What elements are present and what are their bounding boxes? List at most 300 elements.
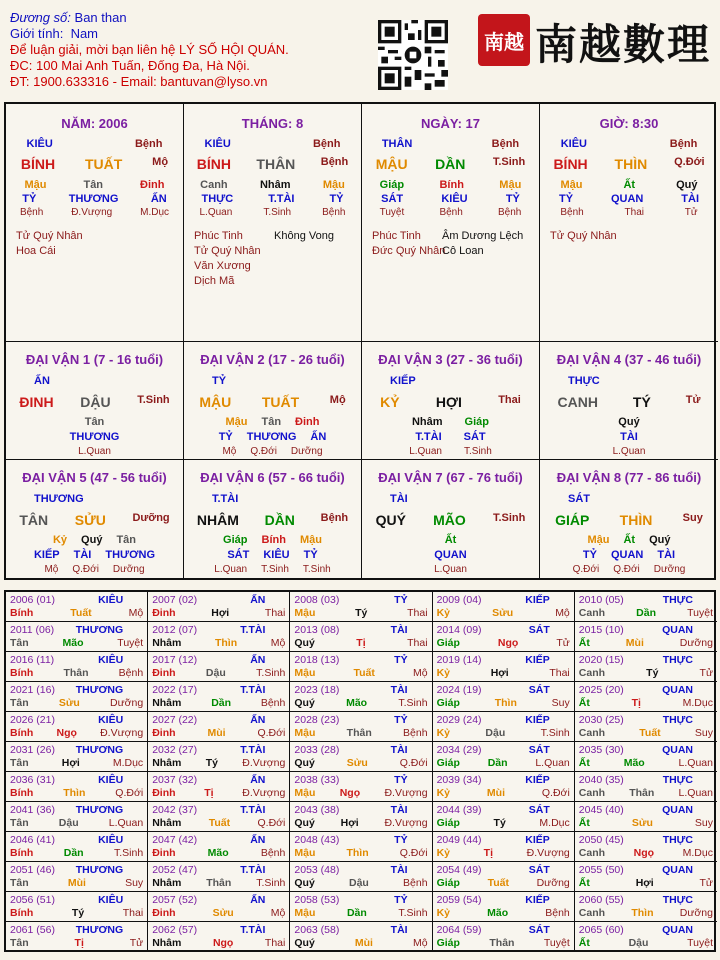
- dai-van-title: ĐẠI VẬN 3 (27 - 36 tuổi): [378, 352, 523, 367]
- year-bottom-row: [148, 907, 289, 920]
- hidden-item: T.TÀI: [415, 431, 442, 443]
- year-stage: M.Dục: [112, 757, 144, 769]
- year-cell: [148, 592, 290, 622]
- year-bottom-row: [433, 817, 574, 830]
- year-top-row: [575, 624, 717, 637]
- year-bottom-row: [575, 607, 717, 620]
- year-cell: [290, 622, 432, 652]
- year-stem: Quý: [294, 937, 315, 949]
- hidden-row: [184, 549, 361, 561]
- hidden-row: [540, 564, 718, 575]
- year-top-row: [6, 714, 147, 727]
- stage: Mộ: [329, 394, 346, 406]
- hidden-row: [184, 564, 361, 575]
- year-stage: T.Sinh: [256, 667, 286, 679]
- year-cell: [575, 622, 717, 652]
- year-cell: [6, 922, 148, 952]
- dai-van-main-row: [540, 394, 718, 410]
- year-bottom-row: [6, 637, 147, 650]
- year-top-row: [6, 774, 147, 787]
- year-bottom-row: [6, 757, 147, 770]
- year-top-row: [290, 864, 431, 877]
- year-stem: Bính: [10, 907, 34, 919]
- year-god: TÀI: [390, 804, 408, 816]
- year-top-row: [6, 594, 147, 607]
- hidden-item: Bính: [261, 534, 286, 546]
- year-top-row: [575, 834, 717, 847]
- year-cell: [575, 922, 717, 952]
- year-label: 2034 (29): [436, 744, 482, 756]
- pillar-title: NGÀY: 17: [421, 116, 480, 131]
- year-bottom-row: [575, 847, 717, 860]
- year-branch: Dần: [63, 847, 84, 859]
- hidden-item: Tân: [261, 416, 282, 428]
- pillar-cell: [540, 104, 718, 342]
- year-stage: Dưỡng: [679, 907, 713, 919]
- year-bottom-row: [575, 697, 717, 710]
- earthly-branch: TUẤT: [261, 394, 300, 410]
- year-stage: Bệnh: [260, 697, 286, 709]
- year-top-row: [148, 924, 289, 937]
- year-stage: L.Quan: [535, 757, 570, 769]
- year-stage: Đ.Vượng: [384, 787, 428, 799]
- contact-line: Để luận giải, mời bạn liên hệ LÝ SỐ HỘI QUÁN.: [10, 42, 289, 57]
- year-stem: Tân: [10, 817, 29, 829]
- year-stem: Quý: [294, 757, 315, 769]
- year-cell: [290, 712, 432, 742]
- year-cell: [6, 742, 148, 772]
- year-label: 2010 (05): [578, 594, 624, 606]
- year-god: SÁT: [528, 864, 550, 876]
- year-stage: Q.Đới: [541, 787, 570, 799]
- star-note: Phúc Tinh: [372, 230, 421, 242]
- hidden-row: [540, 431, 718, 443]
- year-stage: Đ.Vượng: [242, 787, 286, 799]
- year-stage: Bệnh: [403, 727, 428, 739]
- year-stem: Kỷ: [436, 847, 451, 859]
- gender-label: Giới tính:: [10, 26, 64, 41]
- year-stage: T.Sinh: [540, 727, 570, 739]
- year-cell: [575, 682, 717, 712]
- year-god: T.TÀI: [240, 624, 266, 636]
- year-stem: Giáp: [436, 877, 460, 889]
- year-cell: [290, 922, 432, 952]
- year-branch: Ngọ: [339, 787, 361, 799]
- year-cell: [6, 802, 148, 832]
- hidden-item: Mộ: [44, 564, 59, 575]
- year-label: 2051 (46): [10, 864, 55, 876]
- year-god: T.TÀI: [240, 744, 266, 756]
- year-top-row: [148, 774, 289, 787]
- stem-god: TÀI: [390, 493, 408, 505]
- hidden-item: TỶ: [558, 193, 574, 205]
- stem-god: ẤN: [34, 375, 50, 387]
- hidden-item: T.Sinh: [263, 207, 292, 218]
- year-label: 2029 (24): [436, 714, 482, 726]
- year-branch: Mão: [207, 847, 229, 859]
- year-cell: [290, 592, 432, 622]
- year-god: TÀI: [390, 684, 408, 696]
- year-bottom-row: [290, 907, 431, 920]
- year-bottom-row: [148, 637, 289, 650]
- year-god: QUAN: [662, 684, 693, 696]
- year-stem: Bính: [10, 607, 34, 619]
- year-label: 2059 (54): [436, 894, 482, 906]
- earthly-branch: TÝ: [632, 394, 651, 410]
- year-stage: Mộ: [412, 937, 428, 949]
- year-stem: Tân: [10, 877, 29, 889]
- year-stem: Canh: [578, 607, 606, 619]
- year-top-row: [148, 894, 289, 907]
- year-branch: Tuất: [353, 667, 375, 679]
- hidden-item: Đ.Vượng: [71, 207, 113, 218]
- hidden-row: [6, 446, 183, 457]
- hidden-row: [362, 534, 539, 546]
- year-god: KIẾP: [525, 774, 550, 786]
- stage: T.Sinh: [137, 394, 170, 406]
- year-god: KIẾP: [525, 834, 550, 846]
- year-bottom-row: [433, 637, 574, 650]
- year-stage: Tuyệt: [543, 937, 570, 949]
- hidden-item: Ất: [623, 179, 636, 191]
- dai-van-cell: [362, 342, 540, 460]
- stage: Bệnh: [491, 138, 520, 150]
- pillar-cell: [184, 104, 362, 342]
- year-stem: Quý: [294, 877, 315, 889]
- hidden-item: TÀI: [657, 549, 676, 561]
- year-stem: Bính: [10, 787, 34, 799]
- pillar-main-row: [540, 156, 718, 172]
- hidden-item: TÀI: [620, 431, 638, 443]
- year-cell: [575, 892, 717, 922]
- pillar-cell: [6, 104, 184, 342]
- year-top-row: [575, 804, 717, 817]
- year-label: 2012 (07): [152, 624, 198, 636]
- year-label: 2019 (14): [436, 654, 482, 666]
- star-note: Dịch Mã: [194, 275, 235, 287]
- year-label: 2009 (04): [436, 594, 482, 606]
- year-cell: [6, 682, 148, 712]
- year-top-row: [290, 684, 431, 697]
- hidden-item: ẤN: [310, 431, 327, 443]
- year-branch: Dần: [487, 757, 508, 769]
- year-bottom-row: [575, 757, 717, 770]
- hidden-row: [540, 207, 718, 218]
- year-stem: Quý: [294, 817, 315, 829]
- year-branch: Tị: [631, 697, 641, 709]
- year-bottom-row: [433, 727, 574, 740]
- stem-god: KIÊU: [26, 138, 53, 150]
- year-stem: Nhâm: [152, 937, 182, 949]
- year-label: 2058 (53): [294, 894, 340, 906]
- year-branch: Sửu: [58, 697, 80, 709]
- year-stage: Suy: [694, 817, 713, 829]
- year-cell: [6, 622, 148, 652]
- year-label: 2065 (60): [578, 924, 624, 936]
- year-branch: Thân: [489, 937, 515, 949]
- phone-email-line: ĐT: 1900.633316 - Email: bantuvan@lyso.vn: [10, 74, 268, 89]
- year-god: SÁT: [528, 684, 550, 696]
- year-bottom-row: [575, 907, 717, 920]
- dai-van-cell: [540, 460, 718, 578]
- year-god: T.TÀI: [240, 804, 266, 816]
- year-god: KIẾP: [525, 894, 550, 906]
- year-branch: Dậu: [628, 937, 649, 949]
- star-note: Không Vong: [274, 230, 334, 242]
- year-god: SÁT: [528, 744, 550, 756]
- year-bottom-row: [148, 667, 289, 680]
- year-god: ẤN: [250, 714, 266, 726]
- pillar-title: NĂM: 2006: [61, 116, 128, 131]
- year-top-row: [433, 624, 574, 637]
- year-cell: [433, 922, 575, 952]
- year-top-row: [290, 894, 431, 907]
- year-stem: Nhâm: [152, 877, 182, 889]
- hidden-row: [184, 446, 361, 457]
- year-bottom-row: [575, 937, 717, 950]
- year-cell: [290, 862, 432, 892]
- year-stem: Giáp: [436, 937, 460, 949]
- heavenly-stem: QUÝ: [375, 512, 406, 528]
- year-cell: [575, 832, 717, 862]
- owner-value: Ban than: [74, 10, 127, 25]
- stage: Tử: [685, 394, 701, 406]
- year-stage: Mộ: [555, 607, 570, 619]
- year-top-row: [290, 624, 431, 637]
- year-branch: Dần: [346, 907, 367, 919]
- earthly-branch: THÌN: [614, 156, 648, 172]
- year-cell: [433, 832, 575, 862]
- year-label: 2013 (08): [294, 624, 340, 636]
- stage: Q.Đới: [674, 156, 705, 168]
- year-top-row: [6, 744, 147, 757]
- year-label: 2063 (58): [294, 924, 340, 936]
- year-bottom-row: [575, 667, 717, 680]
- hidden-item: TỶ: [22, 193, 37, 205]
- year-top-row: [6, 684, 147, 697]
- year-stem: Giáp: [436, 637, 460, 649]
- year-label: 2055 (50): [578, 864, 624, 876]
- hidden-row: [184, 534, 361, 546]
- year-label: 2030 (25): [578, 714, 624, 726]
- year-bottom-row: [6, 847, 147, 860]
- year-stage: Q.Đới: [257, 817, 286, 829]
- year-branch: Tuất: [487, 877, 509, 889]
- year-god: T.TÀI: [240, 924, 266, 936]
- stem-god: T.TÀI: [212, 493, 239, 505]
- hidden-item: Mậu: [299, 534, 322, 546]
- year-top-row: [148, 654, 289, 667]
- year-god: T.TÀI: [240, 684, 266, 696]
- year-label: 2036 (31): [10, 774, 55, 786]
- year-label: 2016 (11): [10, 654, 55, 666]
- year-bottom-row: [6, 877, 147, 890]
- year-branch: Mão: [487, 907, 509, 919]
- year-label: 2049 (44): [436, 834, 482, 846]
- header-info: [10, 10, 289, 90]
- year-cell: [148, 832, 290, 862]
- year-branch: Mùi: [354, 937, 373, 949]
- hidden-item: TỶ: [303, 549, 318, 561]
- hidden-item: Bệnh: [498, 207, 522, 218]
- year-branch: Tị: [483, 847, 494, 859]
- year-top-row: [433, 654, 574, 667]
- year-branch: Mão: [346, 697, 368, 709]
- year-cell: [148, 652, 290, 682]
- year-top-row: [290, 654, 431, 667]
- hidden-row: [6, 416, 183, 428]
- year-branch: Thân: [346, 727, 372, 739]
- year-bottom-row: [433, 667, 574, 680]
- heavenly-stem: BÍNH: [20, 156, 56, 172]
- hidden-item: Thai: [624, 207, 644, 218]
- hidden-item: Dưỡng: [112, 564, 145, 575]
- stage: Suy: [682, 512, 703, 524]
- year-god: KIẾP: [525, 654, 550, 666]
- year-stem: Đinh: [152, 727, 176, 739]
- heavenly-stem: CANH: [557, 394, 598, 410]
- dai-van-cell: [6, 460, 184, 578]
- year-top-row: [433, 774, 574, 787]
- star-note: Văn Xương: [194, 260, 251, 272]
- year-top-row: [6, 804, 147, 817]
- year-top-row: [148, 864, 289, 877]
- year-god: TỶ: [394, 594, 408, 606]
- year-god: T.TÀI: [240, 864, 266, 876]
- year-bottom-row: [148, 697, 289, 710]
- stage: Thai: [498, 394, 521, 406]
- hidden-item: Giáp: [379, 179, 405, 191]
- year-cell: [575, 772, 717, 802]
- stem-god: SÁT: [568, 493, 590, 505]
- year-stage: Dưỡng: [109, 697, 144, 709]
- year-label: 2011 (06): [10, 624, 55, 636]
- year-stem: Đinh: [152, 667, 176, 679]
- year-label: 2040 (35): [578, 774, 624, 786]
- stage: Bệnh: [312, 138, 341, 150]
- hidden-row: [184, 207, 361, 218]
- year-top-row: [148, 684, 289, 697]
- dai-van-title: ĐẠI VẬN 4 (37 - 46 tuổi): [556, 352, 702, 367]
- year-stem: Kỷ: [436, 667, 451, 679]
- year-god: TÀI: [390, 864, 408, 876]
- hidden-item: Mậu: [587, 534, 610, 546]
- earthly-branch: DẬU: [80, 394, 111, 410]
- year-cell: [290, 772, 432, 802]
- year-stage: Tử: [129, 937, 144, 949]
- year-god: THỰC: [662, 774, 693, 786]
- year-cell: [290, 742, 432, 772]
- hidden-item: QUAN: [434, 549, 467, 561]
- year-label: 2025 (20): [578, 684, 624, 696]
- year-god: TỶ: [394, 774, 408, 786]
- year-branch: Thìn: [631, 907, 654, 919]
- year-label: 2023 (18): [294, 684, 340, 696]
- dai-van-main-row: [362, 394, 539, 410]
- year-cell: [148, 622, 290, 652]
- hidden-item: Canh: [200, 179, 228, 191]
- year-branch: Mùi: [486, 787, 505, 799]
- year-god: ẤN: [250, 654, 266, 666]
- stage: T.Sinh: [492, 512, 526, 524]
- year-bottom-row: [6, 727, 147, 740]
- stem-god: KIẾP: [390, 375, 416, 387]
- year-bottom-row: [148, 937, 289, 950]
- year-cell: [575, 742, 717, 772]
- year-top-row: [6, 654, 147, 667]
- dai-van-cell: [184, 460, 362, 578]
- year-top-row: [575, 894, 717, 907]
- year-cell: [290, 832, 432, 862]
- year-stem: Ất: [578, 697, 590, 709]
- year-top-row: [575, 864, 717, 877]
- hidden-item: SÁT: [463, 431, 486, 443]
- hidden-item: TỶ: [329, 193, 344, 205]
- year-cell: [433, 862, 575, 892]
- year-god: KIÊU: [98, 714, 124, 726]
- year-cell: [433, 652, 575, 682]
- year-stage: Đ.Vượng: [384, 817, 428, 829]
- year-stem: Giáp: [436, 697, 460, 709]
- year-god: QUAN: [662, 624, 693, 636]
- year-branch: Sửu: [492, 607, 514, 619]
- year-bottom-row: [148, 727, 289, 740]
- year-top-row: [575, 924, 717, 937]
- hidden-row: [540, 193, 718, 205]
- year-label: 2062 (57): [152, 924, 198, 936]
- hidden-item: Tử: [684, 207, 698, 218]
- hidden-item: Nhâm: [411, 416, 443, 428]
- year-stage: Dưỡng: [679, 637, 713, 649]
- year-bottom-row: [6, 667, 147, 680]
- year-god: QUAN: [662, 804, 693, 816]
- year-god: KIÊU: [98, 594, 124, 606]
- hidden-item: L.Quan: [199, 207, 233, 218]
- year-stem: Ất: [578, 757, 590, 769]
- stage: Bệnh: [320, 156, 349, 168]
- year-label: 2014 (09): [436, 624, 482, 636]
- year-god: KIÊU: [98, 834, 124, 846]
- pillar-gods-row: [184, 138, 361, 150]
- year-stage: Đ.Vượng: [526, 847, 570, 859]
- hidden-row: [540, 416, 718, 428]
- stem-god: TỶ: [212, 375, 227, 387]
- hidden-row: [6, 549, 183, 561]
- hidden-item: T.TÀI: [268, 193, 295, 205]
- star-note: Cô Loan: [442, 245, 484, 257]
- hidden-item: QUAN: [610, 193, 644, 205]
- stage: T.Sinh: [492, 156, 526, 168]
- heavenly-stem: MẬU: [199, 394, 232, 410]
- stem-god: THƯƠNG: [34, 493, 84, 505]
- year-branch: Thìn: [346, 847, 369, 859]
- year-stage: Suy: [125, 877, 144, 889]
- year-cell: [148, 862, 290, 892]
- year-top-row: [6, 924, 147, 937]
- year-branch: Dần: [211, 697, 232, 709]
- hidden-row: [362, 193, 539, 205]
- hidden-item: T.Sinh: [261, 564, 289, 575]
- year-top-row: [6, 624, 147, 637]
- year-bottom-row: [433, 757, 574, 770]
- address-line: ĐC: 100 Mai Anh Tuấn, Đống Đa, Hà Nội.: [10, 58, 250, 73]
- year-branch: Mùi: [625, 637, 644, 649]
- year-bottom-row: [290, 757, 431, 770]
- year-stage: Bệnh: [403, 877, 428, 889]
- year-label: 2045 (40): [578, 804, 624, 816]
- hidden-item: ẤN: [150, 193, 167, 205]
- year-top-row: [290, 774, 431, 787]
